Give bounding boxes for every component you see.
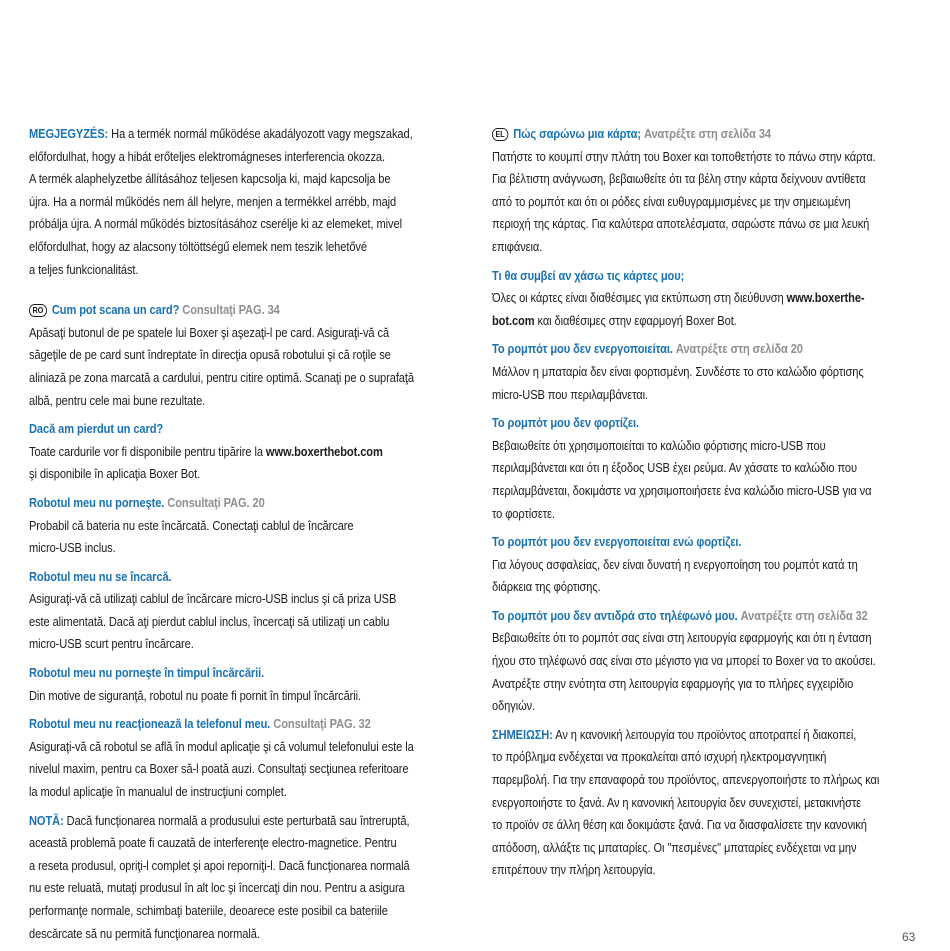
ro-not-on-charging-section: Robotul meu nu porneşte în timpul încărcării. Din motive de siguranţă, robotul nu poate fi pornit în timpul încărcării. [29,662,459,707]
ro-lost-section: Dacă am pierdut un card? Toate cardurile vor fi disponibile pentru tipărire la www.boxerthebot.com şi disponibile în aplicaţia Boxer Bot. [29,418,459,486]
note-el: ΣΗΜΕΙΩΣΗ: Αν η κανονική λειτουργία του προϊόντος αποτραπεί ή διακοπεί, το πρόβλημα ενδέχεται να προκαλείται από ισχυρή ηλεκτρομαγνητική παρεμβολή. Για την επαναφορά του προϊόντος, απενεργοποιήστε το πλήρως και ενεργοποιήστε το ξανά. Αν η κανονική λειτουργία δεν συνεχιστεί, μετακινήστε το προϊόν σε άλλη θέση και δοκιμάστε ξανά. Για να διασφαλίσετε την κανονική απόδοση, αλλάξτε τις μπαταρίες. Οι "πεσμένες" μπαταρίες ενδέχεται να μην επιτρέπουν την πλήρη λειτουργία. [492,726,880,878]
page-reference: Ανατρέξτε στη σελίδα 20 [675,341,803,357]
section-title: Cum pot scana un card? [51,302,180,318]
section-title: Robotul meu nu porneşte în timpul încărcării. [29,665,265,681]
note-ro-label: NOTĂ: [29,812,64,828]
section-title: Robotul meu nu porneşte. [29,494,165,510]
page-reference: Consultaţi PAG. 20 [167,494,265,510]
language-badge-el: EL [492,128,508,141]
el-not-on-section: Το ρομπότ μου δεν ενεργοποιείται. Ανατρέξτε στη σελίδα 20 Μάλλον η μπαταρία δεν είναι φορτισμένη. Συνδέστε το στο καλώδιο φόρτισης micro-USB που περιλαμβάνεται. [492,341,864,402]
note-ro: NOTĂ: Dacă funcţionarea normală a produsului este perturbată sau întreruptă, această problemă poate fi cauzată de interferenţe electro-magnetice. Pentru a reseta produsul, opriţi-l complet şi apoi reporniţi-l. Dacă funcţionarea normală nu este reluată, mutaţi produsul în alt loc şi încercaţi din nou. Pentru a asigura performanţe normale, schimbaţi bateriile, deoarece este posibil ca bateriile descărcate să nu permită funcţionarea normală. [29,812,410,941]
page-reference: Consultaţi PAG. 32 [273,716,371,732]
el-lost-section: Τι θα συμβεί αν χάσω τις κάρτες μου; Όλες οι κάρτες είναι διαθέσιμες για εκτύπωση στη διεύθυνση www.boxerthe- bot.com και διαθέσιμες στην εφαρμογή Boxer Bot. [492,265,924,333]
section-title: Robotul meu nu reacţionează la telefonul meu. [29,716,271,732]
website-link-continued[interactable]: bot.com [492,312,535,328]
section-title: Dacă am pierdut un card? [29,421,164,437]
page-reference: Ανατρέξτε στη σελίδα 32 [740,607,868,623]
website-link[interactable]: www.boxerthe- [786,290,865,306]
section-title: Το ρομπότ μου δεν αντιδρά στο τηλέφωνό μου. [492,607,738,623]
ro-scan-section: RO Cum pot scana un card? Consultaţi PAG. 34 Apăsaţi butonul de pe spatele lui Boxer şi aşezaţi-l pe card. Asiguraţi-vă că săgeţile de pe card sunt îndreptate în direcţia opusă robotului şi că roţile se aliniază pe zona marcată a cardului, pentru citire optimă. Scanaţi pe o suprafaţă albă, pentru cele mai bune rezultate. [29,302,414,408]
ro-not-charging-section: Robotul meu nu se încarcă. Asiguraţi-vă că utilizaţi cablul de încărcare micro-USB inclus şi că priza USB este alimentată. Dacă aţi pierdut cablul inclus, încercaţi să utilizaţi un cablu micro-USB scurt pentru încărcare. [29,566,459,656]
ro-no-react-section: Robotul meu nu reacţionează la telefonul meu. Consultaţi PAG. 32 Asiguraţi-vă că robotul se află în modul aplicaţie şi că volumul telefonului este la nivelul maxim, pentru ca Boxer să-l poată auzi. Consultaţi secţiunea referitoare la modul aplicaţie în manualul de instrucţiuni complet. [29,716,414,800]
ro-not-on-section: Robotul meu nu porneşte. Consultaţi PAG. 20 Probabil că bateria nu este încărcată. Conectaţi cablul de încărcare micro-USB inclus. [29,494,354,556]
section-title: Το ρομπότ μου δεν φορτίζει. [492,415,639,431]
page-reference: Ανατρέξτε στη σελίδα 34 [643,126,772,141]
right-column [492,123,924,888]
note-hu-label: MEGJEGYZÉS: [29,126,109,141]
el-no-react-section: Το ρομπότ μου δεν αντιδρά στο τηλέφωνό μου. Ανατρέξτε στη σελίδα 32 Βεβαιωθείτε ότι το ρομπότ σας είναι στη λειτουργία εφαρμογής και ότι η ένταση ήχου στο τηλέφωνό σας είναι στο μέγιστο για να μπορεί το Boxer να το ακούσει. Ανατρέξτε στην ενότητα στη λειτουργία εφαρμογής για το πλήρες εγχειρίδιο οδηγιών. [492,607,876,714]
el-scan-section: EL Πώς σαρώνω μια κάρτα; Ανατρέξτε στη σελίδα 34 Πατήστε το κουμπί στην πλάτη του Boxer και τοποθετήστε το πάνω στην κάρτα. Για βέλτιστη ανάγνωση, βεβαιωθείτε ότι τα βέλη στην κάρτα δείχνουν αντίθετα από το ρομπότ και ότι οι ρόδες είναι ευθυγραμμισμένες με την σημειωμένη περιοχή της κάρτας. Για καλύτερα αποτελέσματα, σαρώστε πάνω σε μια λευκή επιφάνεια. [492,126,876,254]
section-title: Robotul meu nu se încarcă. [29,568,172,584]
el-not-charging-section: Το ρομπότ μου δεν φορτίζει. Βεβαιωθείτε ότι χρησιμοποιείται το καλώδιο φόρτισης micro-USB που περιλαμβάνεται και ότι η έξοδος USB έχει ρεύμα. Αν χάσατε το καλώδιο που περιλαμβάνεται, δοκιμάστε να χρησιμοποιήσετε ένα καλώδιο micro-USB για να το φορτίσετε. [492,412,924,525]
section-title: Το ρομπότ μου δεν ενεργοποιείται ενώ φορτίζει. [492,534,742,550]
left-column [29,123,459,951]
language-badge-ro: RO [29,304,47,317]
website-link[interactable]: www.boxerthebot.com [265,443,383,459]
note-el-label: ΣΗΜΕΙΩΣΗ: [492,726,553,742]
page-number: 63 [902,930,916,944]
section-title: Πώς σαρώνω μια κάρτα; [513,126,641,141]
note-hu: MEGJEGYZÉS: Ha a termék normál működése akadályozott vagy megszakad, előfordulhat, hogy a hibát erőteljes elektromágneses interferencia okozza. A termék alaphelyzetbe állításához teljesen kapcsolja ki, majd kapcsolja be újra. Ha a normál működés nem áll helyre, menjen a termékkel arrébb, majd próbálja újra. A normál működés biztosításához cserélje ki az elemeket, mivel előfordulhat, hogy az alacsony töltöttségű elemek nem teszik lehetővé a teljes funkcionalitást. [29,126,413,277]
el-not-on-charging-section: Το ρομπότ μου δεν ενεργοποιείται ενώ φορτίζει. Για λόγους ασφαλείας, δεν είναι δυνατή η ενεργοποίηση του ρομπότ κατά τη διάρκεια της φόρτισης. [492,531,924,599]
section-title: Το ρομπότ μου δεν ενεργοποιείται. [492,341,673,357]
section-title: Τι θα συμβεί αν χάσω τις κάρτες μου; [492,267,685,283]
page-reference: Consultaţi PAG. 34 [182,302,280,318]
